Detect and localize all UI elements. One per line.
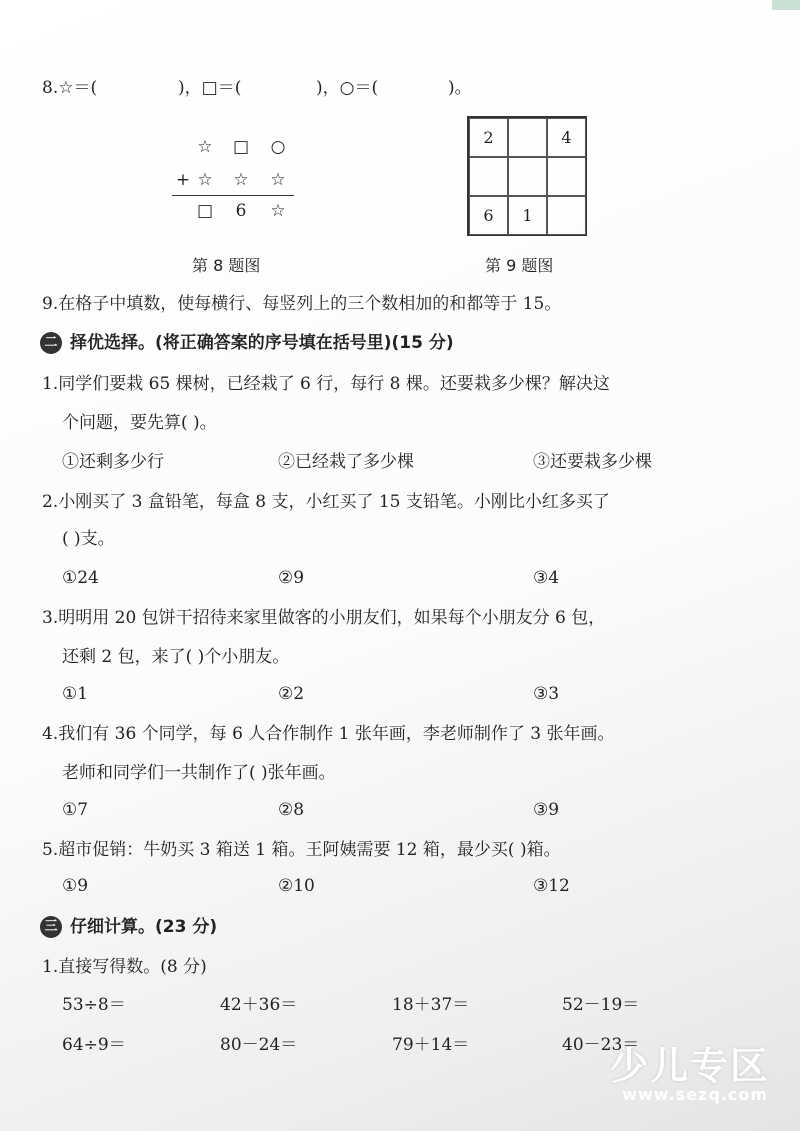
watermark-logo: 少儿专区 (609, 1044, 770, 1088)
page-corner-tab (772, 0, 800, 10)
q2-2-line1: 2.小刚买了 3 盒铅笔，每盒 8 支，小红买了 15 支铅笔。小刚比小红多买了 (42, 492, 610, 512)
q2-2-option-c: ③4 (533, 568, 560, 588)
q2-1-option-a: ①还剩多少行 (62, 452, 164, 472)
figure-9-grid (467, 116, 587, 236)
q2-3-line2: 还剩 2 包，来了( )个小朋友。 (62, 647, 290, 667)
fig8-r1-c3: ○ (270, 137, 286, 157)
q2-2-option-a: ①24 (62, 568, 99, 588)
watermark-url: www.sezq.com (622, 1085, 768, 1104)
q2-4-option-a: ①7 (62, 800, 89, 820)
section-3-title: 仔细计算。(23 分) (70, 917, 218, 937)
q8-end: )。 (448, 78, 472, 98)
q2-4-option-c: ③9 (533, 800, 560, 820)
q2-4-line1: 4.我们有 36 个同学，每 6 人合作制作 1 张年画，李老师制作了 3 张年画。 (42, 724, 615, 744)
q2-2-line2: ( )支。 (62, 529, 115, 549)
grid-cell (547, 157, 586, 196)
q2-1-option-b: ②已经栽了多少棵 (278, 452, 414, 472)
grid-cell: 1 (508, 196, 547, 235)
q2-5-option-a: ①9 (62, 876, 89, 896)
q2-3-option-b: ②2 (278, 684, 305, 704)
q2-5-option-b: ②10 (278, 876, 315, 896)
q2-3-option-c: ③3 (533, 684, 560, 704)
q2-4-option-b: ②8 (278, 800, 305, 820)
section-2-badge: 二 (40, 332, 62, 354)
grid-cell: 4 (547, 118, 586, 157)
calc-item: 64÷9＝ (62, 1035, 126, 1055)
calc-item: 79＋14＝ (392, 1035, 470, 1055)
fig8-sum-line (172, 195, 294, 196)
calc-item: 42＋36＝ (220, 995, 298, 1015)
q2-1-option-c: ③还要栽多少棵 (533, 452, 652, 472)
q2-4-line2: 老师和同学们一共制作了( )张年画。 (62, 763, 336, 783)
grid-cell: 2 (469, 118, 508, 157)
grid-cell (508, 157, 547, 196)
q2-1-line1: 1.同学们要栽 65 棵树，已经栽了 6 行，每行 8 棵。还要栽多少棵？解决这 (42, 374, 610, 394)
fig8-plus-sign: + (175, 170, 191, 190)
fig8-r1-c2: □ (232, 137, 250, 157)
q2-3-option-a: ①1 (62, 684, 89, 704)
q2-5-option-c: ③12 (533, 876, 570, 896)
grid-cell (508, 118, 547, 157)
fig8-caption: 第 8 题图 (192, 256, 261, 275)
section-2-title: 择优选择。(将正确答案的序号填在括号里)(15 分) (70, 333, 454, 353)
grid-cell: 6 (469, 196, 508, 235)
calc-item: 80－24＝ (220, 1035, 298, 1055)
fig8-r3-c2: 6 (235, 201, 247, 221)
fig8-r2-c1: ☆ (197, 170, 213, 190)
calc-item: 52－19＝ (562, 995, 640, 1015)
fig8-r2-c2: ☆ (233, 170, 249, 190)
calc-item: 18＋37＝ (392, 995, 470, 1015)
q8-prompt: 8.☆＝( (42, 78, 98, 98)
q2-5-line1: 5.超市促销：牛奶买 3 箱送 1 箱。王阿姨需要 12 箱，最少买( )箱。 (42, 840, 561, 860)
q2-1-line2: 个问题，要先算( )。 (62, 413, 217, 433)
grid-cell (547, 196, 586, 235)
section-3-badge: 三 (40, 916, 62, 938)
fig8-r1-c1: ☆ (197, 137, 213, 157)
calc-item: 40－23＝ (562, 1035, 640, 1055)
grid-cell (469, 157, 508, 196)
sec3-subtitle: 1.直接写得数。(8 分) (42, 957, 207, 977)
q9-text: 9.在格子中填数，使每横行、每竖列上的三个数相加的和都等于 15。 (42, 294, 562, 314)
q2-3-line1: 3.明明用 20 包饼干招待来家里做客的小朋友们，如果每个小朋友分 6 包， (42, 608, 606, 628)
fig8-r3-c1: □ (196, 201, 214, 221)
fig8-r3-c3: ☆ (270, 201, 286, 221)
q8-sep2: )，○＝( (316, 78, 379, 98)
q2-2-option-b: ②9 (278, 568, 305, 588)
q8-sep1: )，□＝( (178, 78, 242, 98)
calc-item: 53÷8＝ (62, 995, 126, 1015)
fig9-caption: 第 9 题图 (485, 256, 554, 275)
fig8-r2-c3: ☆ (270, 170, 286, 190)
